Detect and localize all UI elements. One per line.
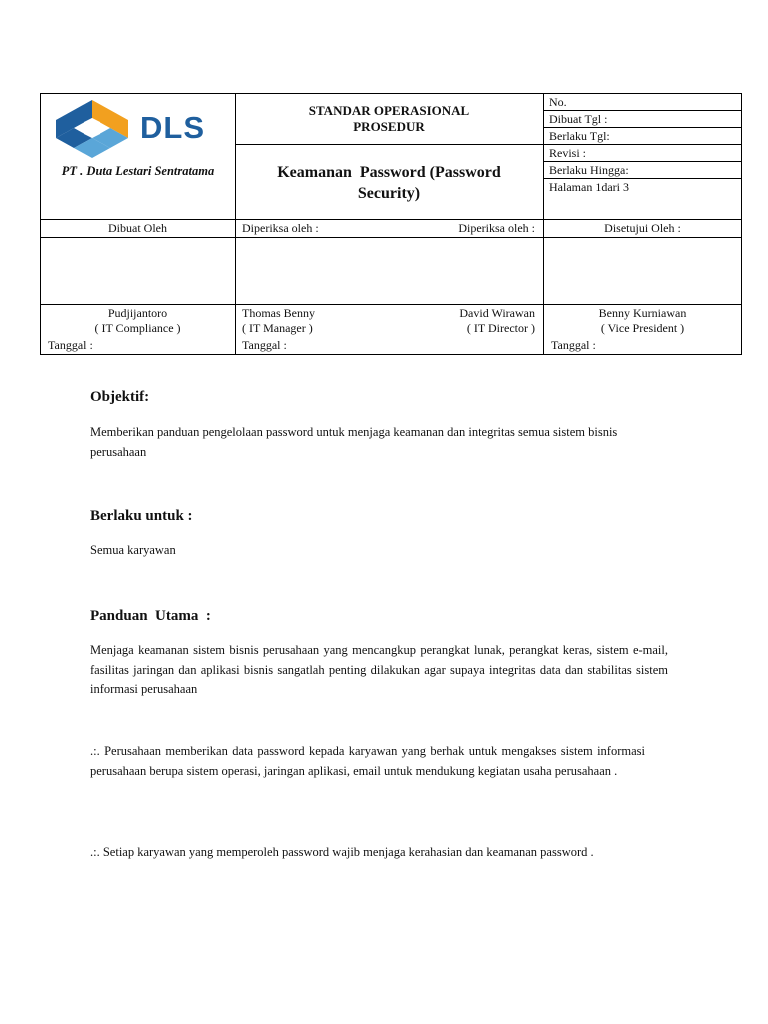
meta-row-4 bbox=[543, 161, 742, 162]
signer-2-date: Tanggal : bbox=[242, 338, 287, 352]
meta-effective: Berlaku Tgl: bbox=[549, 129, 610, 143]
sop-title-line1: STANDAR OPERASIONAL bbox=[308, 103, 470, 118]
meta-valid-until: Berlaku Hingga: bbox=[549, 163, 629, 177]
meta-row-3 bbox=[543, 144, 742, 145]
panduan-heading: Panduan Utama : bbox=[90, 608, 211, 624]
meta-row-1 bbox=[543, 110, 742, 111]
sop-title bbox=[236, 103, 542, 135]
meta-no: No. bbox=[549, 95, 567, 109]
signer-4-name: Benny Kurniawan bbox=[598, 306, 687, 320]
panduan-point-2: .:. Setiap karyawan yang memperoleh password wajib menjaga kerahasian dan keamanan password . bbox=[90, 845, 594, 859]
signer-1-date: Tanggal : bbox=[48, 338, 93, 352]
signer-1-name: Pudjijantoro bbox=[107, 306, 168, 320]
meta-page: Halaman 1dari 3 bbox=[549, 180, 629, 194]
document-title-line1: Keamanan Password (Password bbox=[277, 164, 501, 181]
label-checked-by-2: Diperiksa oleh : bbox=[458, 221, 535, 235]
signer-3-name: David Wirawan bbox=[459, 306, 535, 320]
dls-logo-icon bbox=[52, 98, 132, 158]
label-checked-by-1: Diperiksa oleh : bbox=[242, 221, 319, 235]
signature-label-row-bottom bbox=[40, 237, 742, 238]
signer-4-role: ( Vice President ) bbox=[600, 321, 685, 335]
meta-row-2 bbox=[543, 127, 742, 128]
objektif-heading: Objektif: bbox=[90, 389, 150, 405]
document-title bbox=[236, 162, 542, 204]
title-divider bbox=[235, 144, 543, 145]
berlaku-heading: Berlaku untuk : bbox=[90, 508, 193, 524]
signer-4-date: Tanggal : bbox=[551, 338, 596, 352]
logo-text: DLS bbox=[140, 110, 205, 145]
label-approved-by: Disetujui Oleh : bbox=[604, 221, 681, 235]
company-name: PT . Duta Lestari Sentratama bbox=[61, 164, 215, 178]
label-created-by: Dibuat Oleh bbox=[108, 221, 167, 235]
signer-1-role: ( IT Compliance ) bbox=[94, 321, 181, 335]
sop-title-line2: PROSEDUR bbox=[353, 119, 425, 134]
berlaku-body: Semua karyawan bbox=[90, 543, 176, 557]
meta-row-5 bbox=[543, 178, 742, 179]
panduan-body: Menjaga keamanan sistem bisnis perusahaan yang mencangkup perangkat lunak, perangkat keras, sistem e-mail, fasilitas jaringan dan aplikasi bisnis sangatlah penting dilakukan agar supaya integritas data dan stabilitas sistem informasi perusahaan bbox=[90, 643, 668, 696]
objektif-body: Memberikan panduan pengelolaan password untuk menjaga keamanan dan integritas semua sistem bisnis perusahaan bbox=[90, 425, 618, 459]
panduan-point-1: .:. Perusahaan memberikan data password kepada karyawan yang berhak untuk mengakses sistem informasi perusahaan berupa sistem operasi, jaringan aplikasi, email untuk mendukung kegiatan usaha perusahaan . bbox=[90, 744, 645, 778]
signer-2-role: ( IT Manager ) bbox=[242, 321, 313, 335]
meta-created: Dibuat Tgl : bbox=[549, 112, 608, 126]
document-title-line2: Security) bbox=[357, 185, 421, 202]
signature-label-row-top bbox=[40, 219, 742, 220]
signature-name-row-top bbox=[40, 304, 742, 305]
signer-2-name: Thomas Benny bbox=[242, 306, 315, 320]
signer-3-role: ( IT Director ) bbox=[466, 321, 535, 335]
meta-revision: Revisi : bbox=[549, 146, 587, 160]
